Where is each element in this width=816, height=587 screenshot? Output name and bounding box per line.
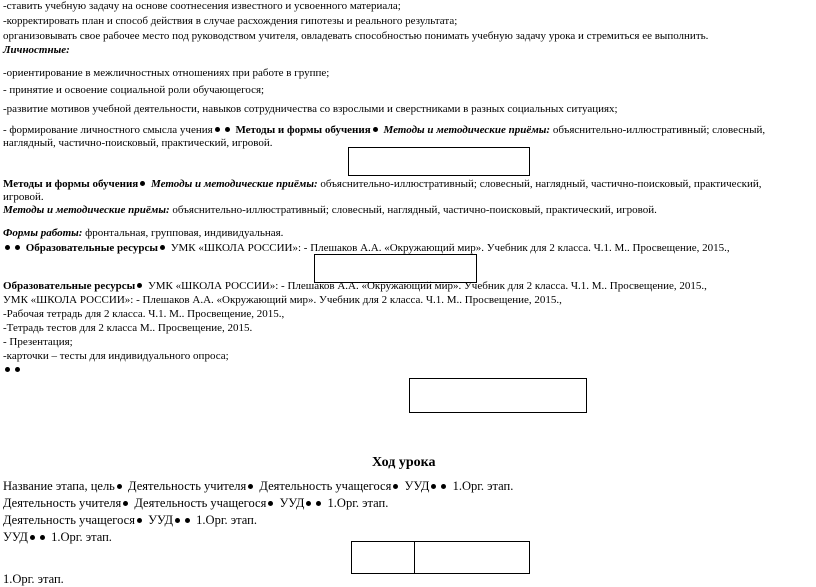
lesson-last-line: 1.Орг. этап. [3, 572, 64, 586]
resources-line-4: -Тетрадь тестов для 2 класса М.. Просвещение, 2015. [3, 322, 253, 334]
uud-label: УУД [401, 479, 430, 493]
personal-item-4-cont: наглядный, частично-поисковый, практический, игровой. [3, 137, 273, 149]
bullet-icon [123, 501, 128, 506]
stage-label: 1.Орг. этап. [449, 479, 514, 493]
bullet-icon [117, 484, 122, 489]
methods-line-2 [3, 204, 657, 217]
methods-techniques-label: Методы и методические приёмы: [380, 124, 551, 136]
student-activity-label: Деятельность учащегося [3, 513, 135, 527]
bullet-icon [373, 127, 378, 132]
bullet-icon [15, 367, 20, 372]
bullet-icon [225, 127, 230, 132]
bullet-icon [268, 501, 273, 506]
intro-line-3: организовывать свое рабочее место под руководством учителя, овладевать способностью понимать учебную задачу урока и стремиться ее выполнить. [3, 30, 709, 42]
stage-name-label: Название этапа, цель [3, 479, 115, 493]
bullet-icon [5, 367, 10, 372]
bullets-line [3, 364, 23, 377]
bullet-icon [137, 283, 142, 288]
bullet-icon [40, 535, 45, 540]
lesson-row-4 [3, 530, 112, 545]
personal-item-4 [3, 124, 813, 137]
teacher-activity-label: Деятельность учителя [3, 496, 122, 510]
resources-line-6: -карточки – тесты для индивидуального опроса; [3, 350, 229, 362]
methods-techniques-label: Методы и методические приёмы: [3, 204, 170, 216]
uud-label: УУД [144, 513, 174, 527]
methods-line-1-cont: игровой. [3, 191, 44, 203]
personal-heading: Личностные: [3, 44, 70, 56]
teacher-activity-label: Деятельность учителя [124, 479, 247, 493]
bullet-icon [5, 245, 10, 250]
bullet-icon [137, 518, 142, 523]
resources-line-5: - Презентация; [3, 336, 73, 348]
resources-line-3: -Рабочая тетрадь для 2 класса. Ч.1. М.. Просвещение, 2015., [3, 308, 285, 320]
bullet-icon [316, 501, 321, 506]
lesson-row-2 [3, 496, 388, 511]
bullet-icon [306, 501, 311, 506]
forms-line [3, 227, 283, 240]
student-activity-label: Деятельность учащегося [256, 479, 392, 493]
bullet-icon [175, 518, 180, 523]
resources-label: Образовательные ресурсы [23, 242, 158, 254]
resources-text: УМК «ШКОЛА РОССИИ»: - Плешаков А.А. «Окружающий мир». Учебник для 2 класса. Ч.1. М.. Просвещение, 2015., [167, 242, 730, 254]
methods-techniques-text: объяснительно-иллюстративный; словесный, [550, 124, 766, 136]
methods-line-1 [3, 178, 762, 191]
forms-text: фронтальная, групповая, индивидуальная. [82, 227, 284, 239]
bullet-icon [160, 245, 165, 250]
personal-item-2: - принятие и освоение социальной роли обучающегося; [3, 84, 265, 96]
lesson-title: Ход урока [372, 455, 436, 470]
methods-forms-label: Методы и формы обучения [232, 124, 371, 136]
bullet-icon [185, 518, 190, 523]
bullet-icon [393, 484, 398, 489]
table-divider [414, 541, 415, 574]
student-activity-label: Деятельность учащегося [131, 496, 267, 510]
bullet-icon [431, 484, 436, 489]
empty-table-box [351, 541, 530, 574]
bullet-icon [441, 484, 446, 489]
stage-label: 1.Орг. этап. [47, 530, 112, 544]
resources-text: УМК «ШКОЛА РОССИИ»: - Плешаков А.А. «Окружающий мир». Учебник для 2 класса. Ч.1. М.. Просвещение, 2015., [145, 280, 707, 292]
personal-item-3: -развитие мотивов учебной деятельности, навыков сотрудничества со взрослыми и сверстниками в разных социальных ситуациях; [3, 103, 618, 115]
bullet-icon [30, 535, 35, 540]
forms-label: Формы работы: [3, 227, 83, 239]
methods-techniques-label: Методы и методические приёмы: [148, 178, 318, 190]
uud-label: УУД [3, 530, 28, 544]
bullet-icon [248, 484, 253, 489]
stage-label: 1.Орг. этап. [324, 496, 389, 510]
intro-line-2: -корректировать план и способ действия в случае расхождения гипотезы и реального результата; [3, 15, 458, 27]
empty-box [409, 378, 587, 413]
resources-line-1 [3, 280, 707, 293]
bullet-icon [140, 181, 145, 186]
bullet-icon [215, 127, 220, 132]
uud-label: УУД [276, 496, 305, 510]
methods-text: объяснительно-иллюстративный; словесный, наглядный, частично-поисковый, практический, игровой. [169, 204, 657, 216]
resources-line-2: УМК «ШКОЛА РОССИИ»: - Плешаков А.А. «Окружающий мир». Учебник для 2 класса. Ч.1. М.. Просвещение, 2015., [3, 294, 562, 306]
stage-label: 1.Орг. этап. [193, 513, 257, 527]
bullet-icon [15, 245, 20, 250]
intro-line-1: -ставить учебную задачу на основе соотнесения известного и усвоенного материала; [3, 0, 401, 12]
lesson-row-1 [3, 479, 513, 494]
empty-box [314, 254, 477, 283]
resources-label: Образовательные ресурсы [3, 280, 136, 292]
empty-box [348, 147, 530, 176]
lesson-row-3 [3, 513, 257, 528]
personal-item-4-text: - формирование личностного смысла учения [3, 124, 213, 136]
methods-forms-label: Методы и формы обучения [3, 178, 139, 190]
personal-item-1: -ориентирование в межличностных отношениях при работе в группе; [3, 67, 330, 79]
methods-text: объяснительно-иллюстративный; словесный, наглядный, частично-поисковый, практический, [317, 178, 762, 190]
